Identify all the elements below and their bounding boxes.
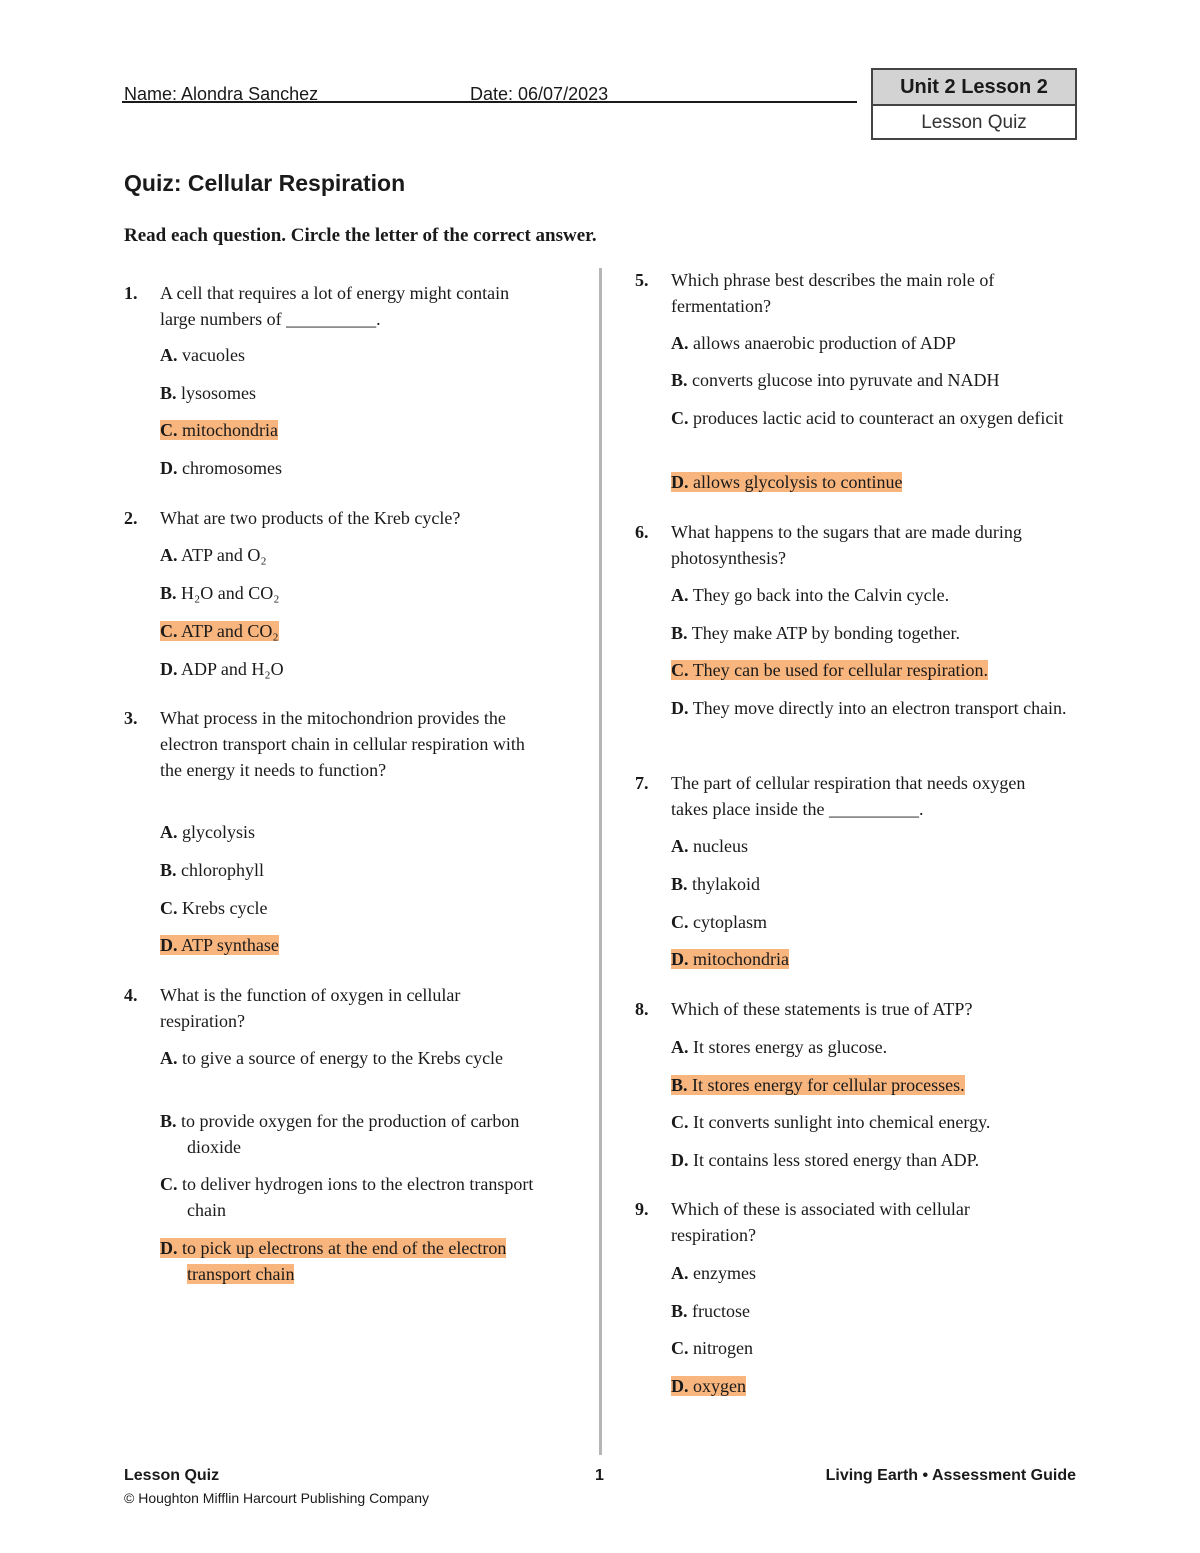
question-number: 1. [124, 283, 138, 303]
quiz-date: Date: 06/07/2023 [470, 84, 609, 104]
question-number: 5. [635, 270, 649, 290]
unit-title: Unit 2 Lesson 2 [873, 70, 1075, 106]
question-number: 2. [124, 508, 138, 528]
question-7 [635, 770, 1055, 969]
option-d[interactable]: D. chromosomes [160, 458, 282, 478]
option-d[interactable]: D. It contains less stored energy than ADP. [671, 1150, 980, 1170]
option-c[interactable]: C. Krebs cycle [160, 898, 268, 918]
option-b[interactable]: B. thylakoid [671, 874, 761, 894]
option-a[interactable]: A. ATP and O₂ [160, 545, 267, 565]
question-8 [635, 996, 1055, 1170]
option-a[interactable]: A. enzymes [671, 1263, 756, 1283]
option-a[interactable]: A. They go back into the Calvin cycle. [671, 585, 950, 605]
question-5 [635, 267, 1064, 492]
question-number: 3. [124, 708, 138, 728]
question-number: 4. [124, 985, 138, 1005]
page-number: 1 [595, 1467, 604, 1484]
option-d-correct[interactable]: D. oxygen [671, 1376, 746, 1396]
question-text: Which of these statements is true of ATP? [671, 999, 973, 1019]
page-title: Quiz: Cellular Respiration [124, 170, 406, 196]
option-a[interactable]: A. vacuoles [160, 345, 245, 365]
question-number: 9. [635, 1199, 649, 1219]
question-4 [124, 982, 544, 1284]
question-6 [635, 519, 1067, 718]
option-d-correct[interactable]: D. ATP synthase [160, 935, 279, 955]
option-d-correct[interactable]: D. to pick up electrons at the end of the electron transport chain [160, 1238, 507, 1284]
option-c[interactable]: C. to deliver hydrogen ions to the electron transport chain [160, 1174, 534, 1220]
unit-box [871, 68, 1077, 140]
question-text: A cell that requires a lot of energy might contain large numbers of __________. [160, 283, 510, 329]
question-number: 8. [635, 999, 649, 1019]
option-a[interactable]: A. glycolysis [160, 822, 256, 842]
option-b[interactable]: B. fructose [671, 1301, 750, 1321]
option-d[interactable]: D. They move directly into an electron transport chain. [671, 698, 1067, 718]
option-c-correct[interactable]: C. They can be used for cellular respiration. [671, 660, 989, 680]
option-d-correct[interactable]: D. mitochondria [671, 949, 789, 969]
question-text: What are two products of the Kreb cycle? [160, 508, 461, 528]
option-c[interactable]: C. cytoplasm [671, 912, 767, 932]
instructions: Read each question. Circle the letter of the correct answer. [124, 225, 597, 246]
question-text: The part of cellular respiration that needs oxygen takes place inside the __________. [671, 773, 1026, 819]
option-a[interactable]: A. nucleus [671, 836, 748, 856]
question-1 [124, 280, 544, 478]
option-b-correct[interactable]: B. It stores energy for cellular processes. [671, 1075, 965, 1095]
option-b[interactable]: B. converts glucose into pyruvate and NADH [671, 370, 1000, 390]
option-c[interactable]: C. It converts sunlight into chemical energy. [671, 1112, 991, 1132]
option-b[interactable]: B. They make ATP by bonding together. [671, 623, 960, 643]
question-number: 7. [635, 773, 649, 793]
question-text: What process in the mitochondrion provides the electron transport chain in cellular respiration with the energy it needs to function? [160, 708, 525, 780]
student-name: Name: Alondra Sanchez [124, 84, 319, 104]
option-d-correct[interactable]: D. allows glycolysis to continue [671, 472, 903, 492]
option-c[interactable]: C. produces lactic acid to counteract an oxygen deficit [671, 408, 1064, 428]
footer-doc-type: Lesson Quiz [124, 1467, 220, 1484]
option-a[interactable]: A. It stores energy as glucose. [671, 1037, 888, 1057]
option-b[interactable]: B. chlorophyll [160, 860, 265, 880]
question-3 [124, 705, 544, 955]
option-c[interactable]: C. nitrogen [671, 1338, 753, 1358]
question-text: Which of these is associated with cellular respiration? [671, 1199, 970, 1245]
option-a[interactable]: A. allows anaerobic production of ADP [671, 333, 956, 353]
header-rule [122, 101, 857, 103]
option-d[interactable]: D. ADP and H₂O [160, 659, 284, 679]
question-2 [124, 505, 544, 679]
question-text: What is the function of oxygen in cellular respiration? [160, 985, 461, 1031]
column-divider [599, 268, 602, 1455]
option-a[interactable]: A. to give a source of energy to the Krebs cycle [160, 1048, 504, 1068]
question-9 [635, 1196, 1055, 1396]
option-c-correct[interactable]: C. mitochondria [160, 420, 278, 440]
question-text: What happens to the sugars that are made during photosynthesis? [671, 522, 1022, 568]
option-c-correct[interactable]: C. ATP and CO₂ [160, 621, 279, 641]
footer-book-title: Living Earth • Assessment Guide [825, 1467, 1076, 1484]
option-b[interactable]: B. lysosomes [160, 383, 257, 403]
question-number: 6. [635, 522, 649, 542]
unit-subtitle: Lesson Quiz [921, 112, 1027, 133]
copyright: © Houghton Mifflin Harcourt Publishing Company [124, 1490, 429, 1506]
option-b[interactable]: B. H₂O and CO₂ [160, 583, 280, 603]
option-b[interactable]: B. to provide oxygen for the production of carbon dioxide [160, 1111, 520, 1157]
question-text: Which phrase best describes the main role of fermentation? [671, 270, 995, 316]
